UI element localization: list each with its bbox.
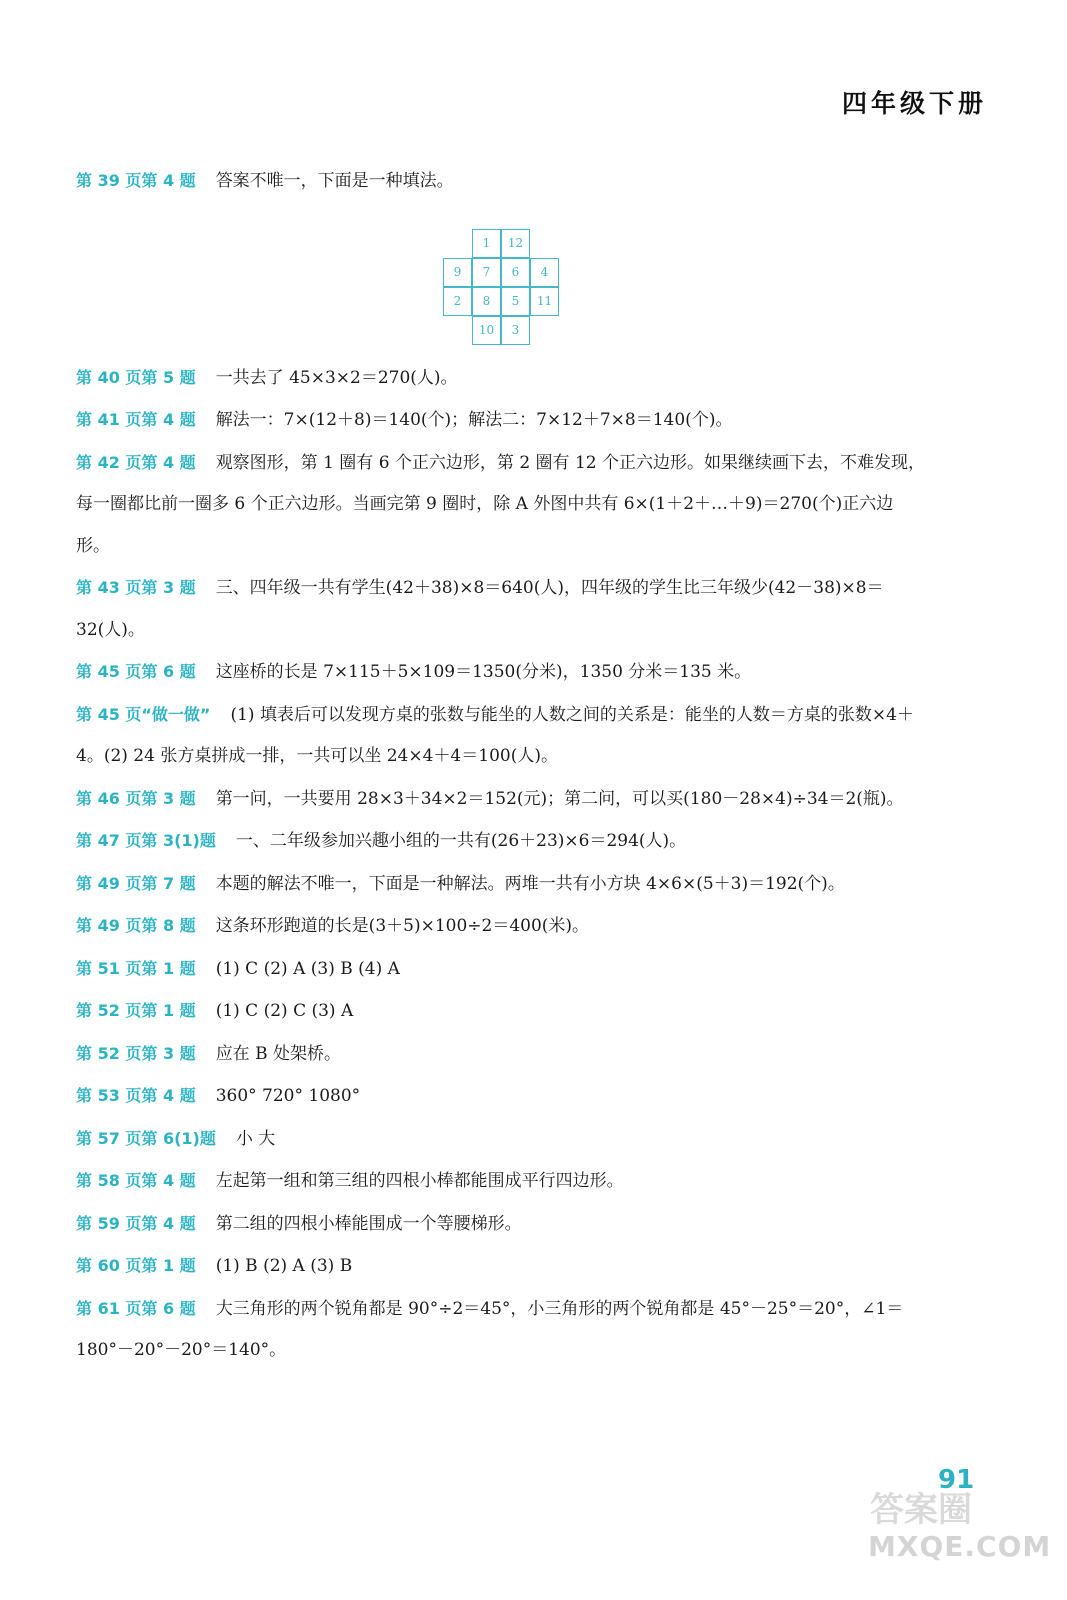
answer-text: 答案不唯一，下面是一种填法。	[215, 171, 454, 191]
answer-text: 大三角形的两个锐角都是 90°÷2＝45°，小三角形的两个锐角都是 45°－25°＝20°，∠1＝180°－20°－20°＝140°。	[76, 1298, 904, 1360]
answer-entry	[76, 820, 926, 863]
answer-entry	[76, 863, 926, 906]
number-grid	[443, 229, 559, 345]
question-ref: 第 47 页第 3(1)题	[76, 831, 216, 850]
watermark-url: MXQE.COM	[868, 1530, 1052, 1563]
grid-cell: 2	[443, 287, 472, 316]
answer-list	[76, 160, 926, 1372]
grid-cell: 5	[501, 287, 530, 316]
answer-text: 一、二年级参加兴趣小组的一共有(26＋23)×6＝294(人)。	[235, 831, 687, 851]
grid-cell: 10	[472, 316, 501, 345]
answer-text: 应在 B 处架桥。	[215, 1043, 341, 1064]
question-ref: 第 39 页第 4 题	[76, 171, 196, 190]
page-number: 91	[938, 1465, 975, 1495]
answer-text: 解法一：7×(12＋8)＝140(个)；解法二：7×12＋7×8＝140(个)。	[215, 410, 733, 430]
answer-text: (1) 填表后可以发现方桌的张数与能坐的人数之间的关系是：能坐的人数＝方桌的张数×4＋4。(2) 24 张方桌拼成一排，一共可以坐 24×4＋4＝100(人)。	[76, 704, 914, 766]
question-ref: 第 59 页第 4 题	[76, 1213, 196, 1233]
answer-entry	[76, 160, 926, 203]
answer-text: 三、四年级一共有学生(42＋38)×8＝640(人)，四年级的学生比三年级少(42－38)×8＝32(人)。	[76, 578, 884, 640]
grid-cell: 9	[443, 258, 472, 287]
answer-entry	[76, 1075, 926, 1118]
answer-text: 第二组的四根小棒能围成一个等腰梯形。	[215, 1213, 522, 1234]
answer-entry	[76, 357, 926, 400]
answer-entry	[76, 905, 926, 948]
grid-cell: 6	[501, 258, 530, 287]
grid-cell: 12	[501, 229, 530, 258]
question-ref: 第 58 页第 4 题	[76, 1171, 196, 1190]
question-ref: 第 46 页第 3 题	[76, 788, 196, 808]
answer-text: 本题的解法不唯一，下面是一种解法。两堆一共有小方块 4×6×(5＋3)＝192(个)。	[215, 873, 845, 894]
answer-entry	[76, 442, 926, 568]
answer-text: 一共去了 45×3×2＝270(人)。	[215, 367, 458, 388]
question-ref: 第 49 页第 7 题	[76, 873, 196, 893]
answer-entry	[76, 651, 926, 694]
answer-text: 第一问，一共要用 28×3＋34×2＝152(元)；第二问，可以买(180－28×4)÷34＝2(瓶)。	[215, 788, 904, 809]
question-ref: 第 52 页第 1 题	[76, 1001, 196, 1020]
answer-entry	[76, 1033, 926, 1076]
answer-text: 左起第一组和第三组的四根小棒都能围成平行四边形。	[215, 1171, 624, 1191]
answer-text: (1) C (2) A (3) B (4) A	[215, 958, 400, 979]
grid-cell: 7	[472, 258, 501, 287]
answer-text: 这条环形跑道的长是(3＋5)×100÷2＝400(米)。	[215, 916, 590, 936]
question-ref: 第 49 页第 8 题	[76, 916, 196, 935]
answer-text: (1) C (2) C (3) A	[215, 1001, 354, 1021]
question-ref: 第 60 页第 1 题	[76, 1256, 196, 1275]
question-ref: 第 42 页第 4 题	[76, 452, 196, 472]
answer-entry	[76, 778, 926, 821]
answer-entry	[76, 1245, 926, 1288]
number-grid-figure	[76, 203, 926, 357]
question-ref: 第 40 页第 5 题	[76, 367, 196, 387]
question-ref: 第 61 页第 6 题	[76, 1298, 196, 1318]
answer-entry	[76, 1288, 926, 1372]
grid-cell: 4	[530, 258, 559, 287]
question-ref: 第 43 页第 3 题	[76, 578, 196, 597]
answer-entry	[76, 948, 926, 991]
answer-text: 360° 720° 1080°	[215, 1086, 361, 1106]
question-ref: 第 45 页“做一做”	[76, 704, 211, 724]
page-header-title: 四年级下册	[841, 89, 987, 118]
question-ref: 第 51 页第 1 题	[76, 958, 196, 978]
question-ref: 第 45 页第 6 题	[76, 662, 196, 681]
answer-entry	[76, 567, 926, 651]
question-ref: 第 57 页第 6(1)题	[76, 1128, 216, 1148]
answer-entry	[76, 1160, 926, 1203]
answer-entry	[76, 990, 926, 1033]
grid-cell: 3	[501, 316, 530, 345]
question-ref: 第 53 页第 4 题	[76, 1086, 196, 1105]
grid-cell: 8	[472, 287, 501, 316]
question-ref: 第 41 页第 4 题	[76, 410, 196, 429]
grid-cell: 1	[472, 229, 501, 258]
grid-cell: 11	[530, 287, 559, 316]
watermark-logo: 答案圈	[870, 1490, 972, 1530]
answer-entry	[76, 399, 926, 442]
question-ref: 第 52 页第 3 题	[76, 1043, 196, 1063]
answer-text: 这座桥的长是 7×115＋5×109＝1350(分米)，1350 分米＝135 米。	[215, 662, 752, 682]
answer-text: (1) B (2) A (3) B	[215, 1256, 353, 1276]
answer-text: 小 大	[235, 1128, 276, 1149]
answer-entry	[76, 694, 926, 778]
answer-text: 观察图形，第 1 圈有 6 个正六边形，第 2 圈有 12 个正六边形。如果继续画下去，不难发现，每一圈都比前一圈多 6 个正六边形。当画完第 9 圈时，除 A 外图中共有 6×(1＋2＋…＋9)＝270(个)正六边形。	[76, 452, 925, 556]
answer-entry	[76, 1118, 926, 1161]
answer-entry	[76, 1203, 926, 1246]
